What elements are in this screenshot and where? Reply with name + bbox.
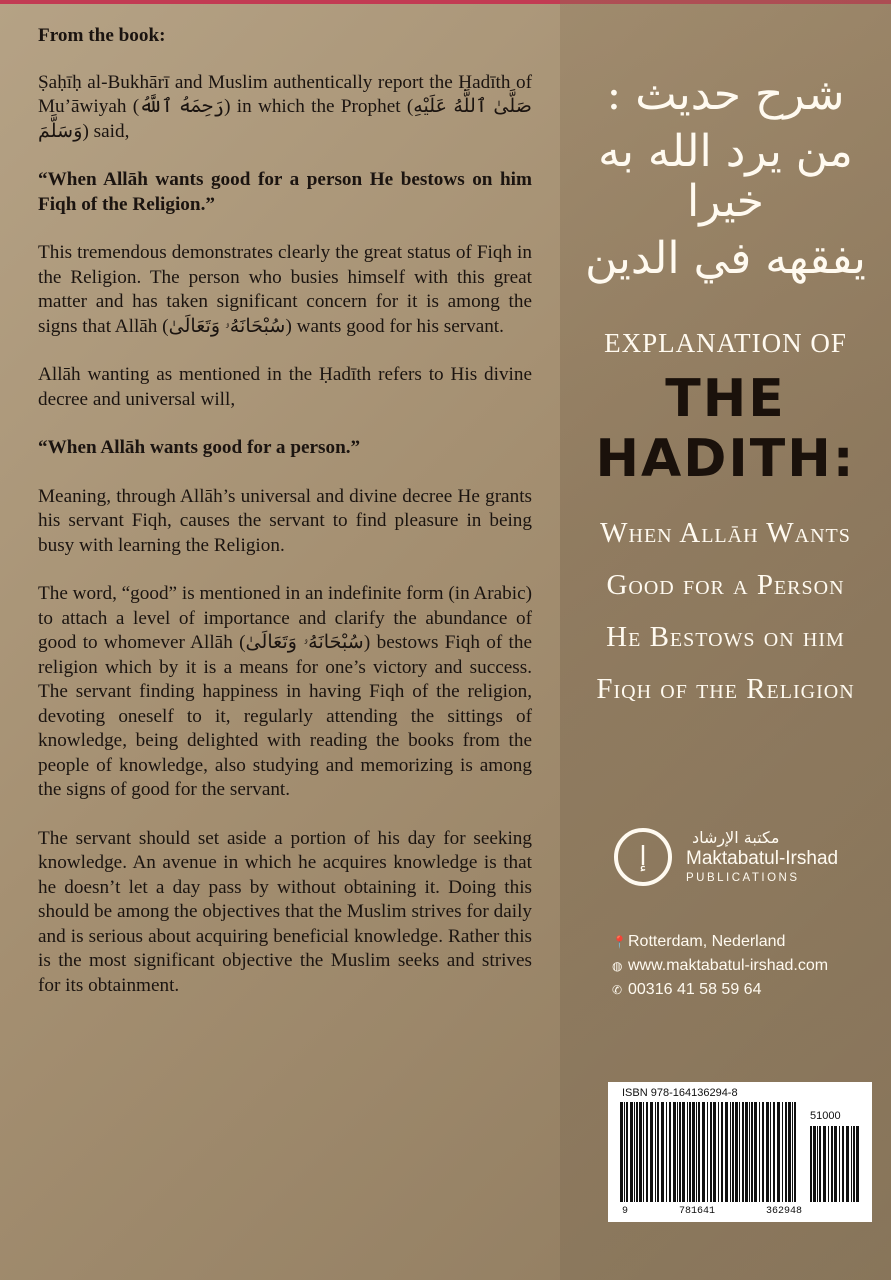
- intro-paragraph: Ṣaḥīḥ al-Bukhārī and Muslim authentically report the Ḥadīth of Mu’āwiyah (رَحِمَهُ ٱللَّهُ) in which the Prophet (صَلَّىٰ ٱللَّهُ عَلَيْهِ وَسَلَّمَ) said,: [38, 71, 533, 142]
- barcode-digits-right: 362948: [765, 1206, 802, 1217]
- short-quote: “When Allāh wants good for a person.”: [38, 437, 361, 458]
- the-hadith-title: THE HADITH:: [595, 369, 856, 490]
- contact-website: [612, 954, 882, 978]
- contact-info: [612, 930, 882, 1002]
- price-barcode-bars: [810, 1126, 862, 1202]
- from-the-book-heading: From the book:: [38, 25, 166, 46]
- servant-paragraph: The servant should set aside a portion of his day for seeking knowledge. An avenue in which he acquires knowledge is that he doesn’t let a day pass by without obtaining it. Doing this should be among the objectives that the Muslim strives for daily and is serious about acquiring beneficial knowledge. Rather this is the most significant objective the Muslim seeks and strives for its obtainment.: [38, 827, 532, 996]
- price-code: 51000: [810, 1110, 841, 1122]
- subtitle-line-4: Fiqh of the Religion: [596, 673, 855, 706]
- contact-location: [612, 930, 882, 954]
- hadith-quote: “When Allāh wants good for a person He bestows on him Fiqh of the Religion.”: [38, 169, 532, 215]
- publisher-arabic-name: مكتبة الإرشاد: [692, 828, 780, 847]
- globe-icon: ◍: [612, 959, 623, 973]
- title-block: [560, 70, 891, 715]
- isbn-barcode: [608, 1082, 872, 1222]
- publisher-logo: إ: [614, 828, 672, 886]
- arabic-title-line-2: من يرد الله به خيرا: [598, 125, 853, 228]
- subtitle-line-1: When Allāh Wants: [600, 517, 851, 550]
- arabic-title-line-1: شرح حديث :: [606, 69, 845, 120]
- phone-text: 00316 41 58 59 64: [628, 981, 762, 998]
- publisher-logo-block: [614, 828, 874, 892]
- isbn-number: ISBN 978-164136294-8: [622, 1087, 738, 1099]
- barcode-digits-left: 781641: [678, 1206, 715, 1217]
- barcode-digits: [622, 1206, 802, 1217]
- status-paragraph: This tremendous demonstrates clearly the great status of Fiqh in the Religion. The person who busies himself with this great matter and has taken significant concern for it is among the signs that Allāh (سُبْحَانَهُۥ وَتَعَالَىٰ) wants good for his servant.: [38, 242, 532, 337]
- contact-phone: [612, 978, 882, 1002]
- back-cover-text: [38, 24, 532, 1022]
- main-barcode-bars: [620, 1102, 798, 1202]
- whatsapp-icon: ✆: [612, 983, 623, 997]
- subtitle-line-3: He Bestows on him: [606, 621, 845, 654]
- website-text: www.maktabatul-irshad.com: [628, 957, 829, 974]
- publisher-name: Maktabatul-Irshad: [686, 848, 839, 869]
- meaning-paragraph: Meaning, through Allāh’s universal and divine decree He grants his servant Fiqh, causes the servant to find pleasure in being busy with learning the Religion.: [38, 485, 532, 556]
- explanation-of-label: EXPLANATION OF: [604, 328, 847, 359]
- good-word-paragraph: The word, “good” is mentioned in an indefinite form (in Arabic) to attach a level of importance and clarify the abundance of good to whomever Allāh (سُبْحَانَهُۥ وَتَعَالَىٰ) bestows Fiqh of the religion which by it is a means for one’s victory and success. The servant finding happiness in having Fiqh of the religion, devoting oneself to it, regularly attending the sittings of knowledge, being delighted with reading the books from the people of knowledge, also studying and memorizing is among the signs of good for the servant.: [38, 583, 532, 800]
- barcode-digit-prefix: 9: [622, 1206, 629, 1217]
- location-text: Rotterdam, Nederland: [628, 933, 786, 950]
- decree-paragraph: Allāh wanting as mentioned in the Ḥadīth refers to His divine decree and universal will,: [38, 364, 532, 410]
- publisher-tagline: PUBLICATIONS: [686, 872, 800, 884]
- map-pin-icon: 📍: [612, 935, 627, 949]
- subtitle-line-2: Good for a Person: [606, 569, 845, 602]
- arabic-title-line-3: يفقهه في الدين: [585, 232, 866, 284]
